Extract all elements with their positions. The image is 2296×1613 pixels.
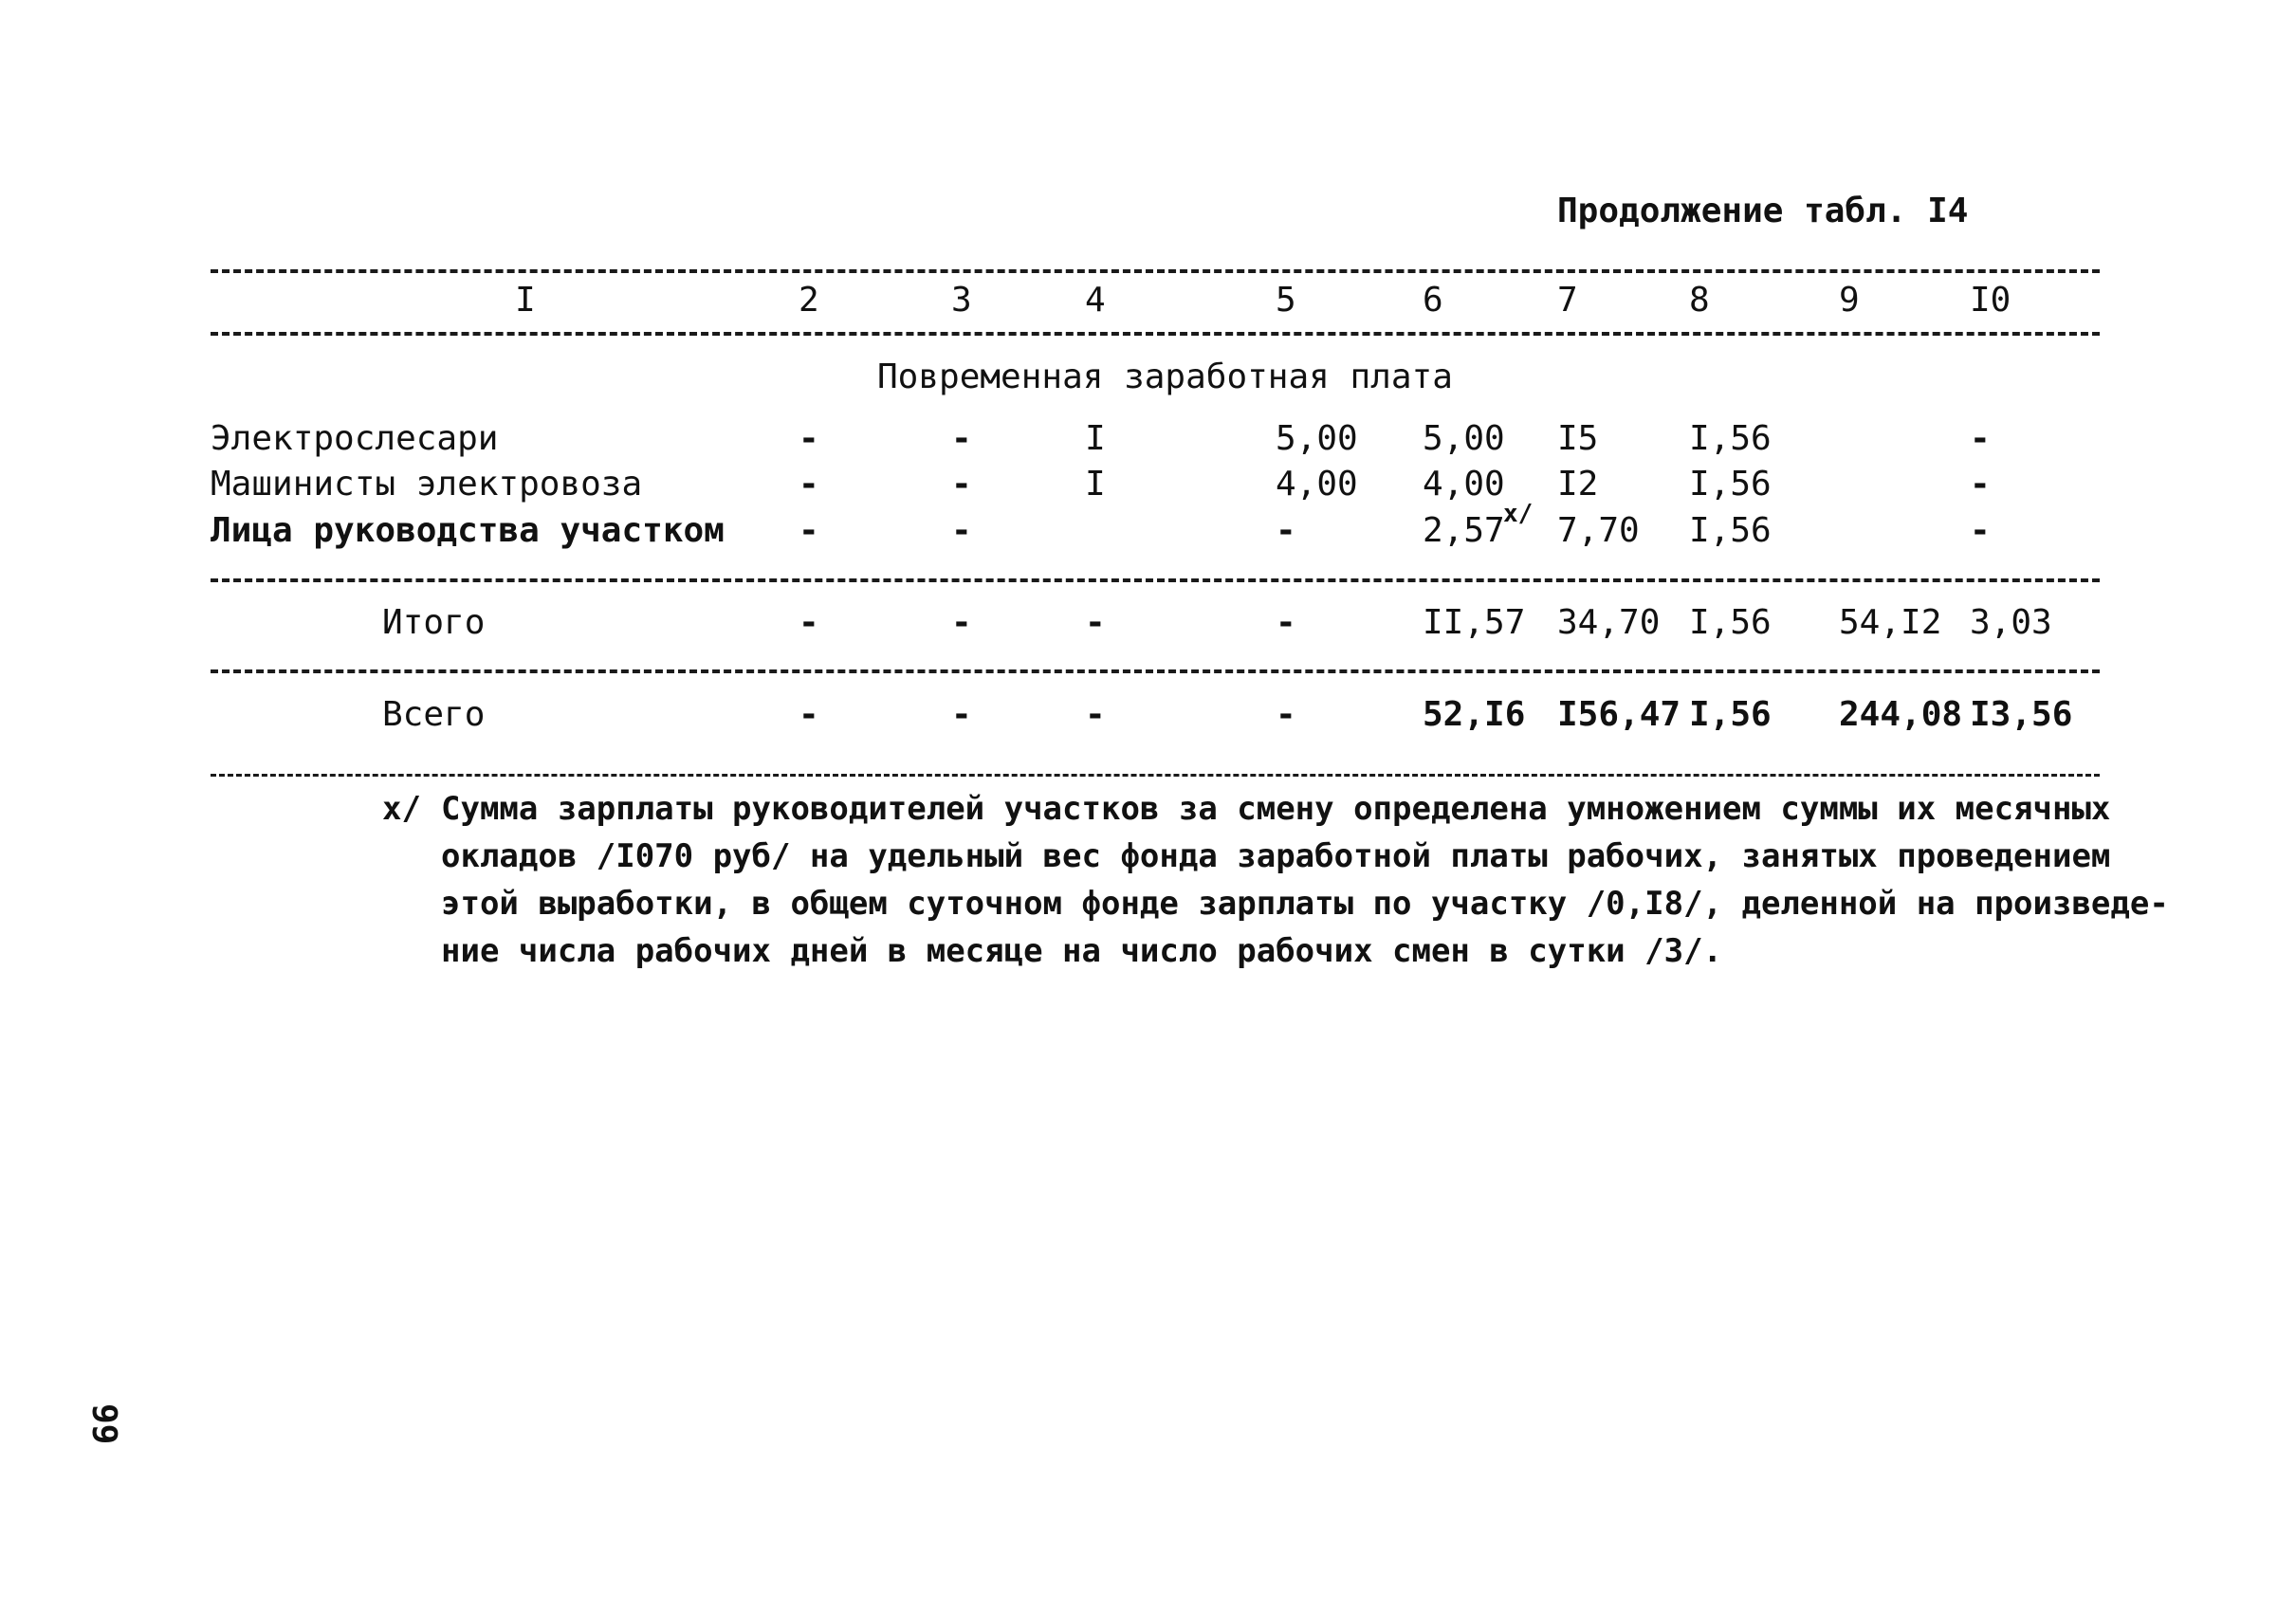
- cell-col6: 4,00: [1423, 465, 1505, 504]
- table-bottom-rule: [211, 774, 2100, 777]
- footnote-line: этой выработки, в общем суточном фонде зарплаты по участку /0,I8/, деленной на произведе-: [441, 885, 2169, 923]
- cell-col10: I3,56: [1970, 695, 2073, 734]
- cell-col6: II,57: [1423, 603, 1526, 642]
- cell-col8: I,56: [1689, 511, 1772, 550]
- cell-col8: I,56: [1689, 695, 1772, 734]
- cell-col3: -: [951, 465, 972, 504]
- header-bottom-rule: [211, 332, 2100, 336]
- column-header-8: 8: [1689, 281, 1710, 320]
- cell-col6: 52,I6: [1423, 695, 1526, 734]
- column-header-10: I0: [1970, 281, 2011, 320]
- section-title: Повременная заработная плата: [877, 357, 1453, 396]
- cell-col8: I,56: [1689, 419, 1772, 458]
- column-header-4: 4: [1085, 281, 1106, 320]
- cell-col6: 5,00: [1423, 419, 1505, 458]
- column-header-3: 3: [951, 281, 972, 320]
- footnote-mark: x/: [1503, 500, 1534, 528]
- column-header-6: 6: [1423, 281, 1443, 320]
- total-label: Всего: [382, 695, 486, 734]
- cell-col10: -: [1970, 419, 1991, 458]
- table-caption: Продолжение табл. I4: [1557, 192, 1969, 230]
- cell-col3: -: [951, 511, 972, 550]
- cell-col4: I: [1085, 465, 1106, 504]
- subtotal-label: Итого: [382, 603, 486, 642]
- column-header-2: 2: [799, 281, 819, 320]
- row-label: Машинисты электровоза: [211, 465, 643, 504]
- cell-col2: -: [799, 419, 819, 458]
- cell-col7: 7,70: [1557, 511, 1640, 550]
- cell-col3: -: [951, 603, 972, 642]
- cell-col7: I56,47: [1557, 695, 1681, 734]
- cell-col8: I,56: [1689, 603, 1772, 642]
- cell-col7: I5: [1557, 419, 1599, 458]
- cell-col10: -: [1970, 511, 1991, 550]
- cell-col5: -: [1276, 511, 1296, 550]
- cell-col5: 4,00: [1276, 465, 1358, 504]
- row-label: Электрослесари: [211, 419, 499, 458]
- cell-col5: 5,00: [1276, 419, 1358, 458]
- cell-col4: -: [1085, 695, 1106, 734]
- cell-col7: I2: [1557, 465, 1599, 504]
- footnote-line: окладов /I070 руб/ на удельный вес фонда заработной платы рабочих, занятых проведением: [441, 837, 2111, 875]
- cell-col2: -: [799, 603, 819, 642]
- cell-col9: 54,I2: [1839, 603, 1942, 642]
- cell-col4: -: [1085, 603, 1106, 642]
- footnote-line: ние числа рабочих дней в месяце на число рабочих смен в сутки /3/.: [441, 932, 1723, 970]
- column-header-9: 9: [1839, 281, 1860, 320]
- footnote-marker: x/: [382, 790, 421, 828]
- footnote-line: Сумма зарплаты руководителей участков за смену определена умножением суммы их месячных: [441, 790, 2111, 828]
- cell-col5: -: [1276, 695, 1296, 734]
- column-header-7: 7: [1557, 281, 1578, 320]
- cell-col2: -: [799, 695, 819, 734]
- total-top-rule: [211, 669, 2100, 673]
- column-header-1: I: [515, 281, 536, 320]
- cell-col4: I: [1085, 419, 1106, 458]
- row-label: Лица руководства участком: [211, 511, 725, 550]
- cell-col10: 3,03: [1970, 603, 2052, 642]
- subtotal-top-rule: [211, 578, 2100, 582]
- cell-col5: -: [1276, 603, 1296, 642]
- cell-col2: -: [799, 465, 819, 504]
- cell-col9: 244,08: [1839, 695, 1963, 734]
- table-top-rule: [211, 269, 2100, 273]
- cell-col7: 34,70: [1557, 603, 1661, 642]
- cell-col6: 2,57: [1423, 511, 1505, 550]
- cell-col3: -: [951, 695, 972, 734]
- column-header-5: 5: [1276, 281, 1296, 320]
- page-number: 99: [84, 1403, 123, 1445]
- cell-col3: -: [951, 419, 972, 458]
- cell-col2: -: [799, 511, 819, 550]
- cell-col10: -: [1970, 465, 1991, 504]
- cell-col8: I,56: [1689, 465, 1772, 504]
